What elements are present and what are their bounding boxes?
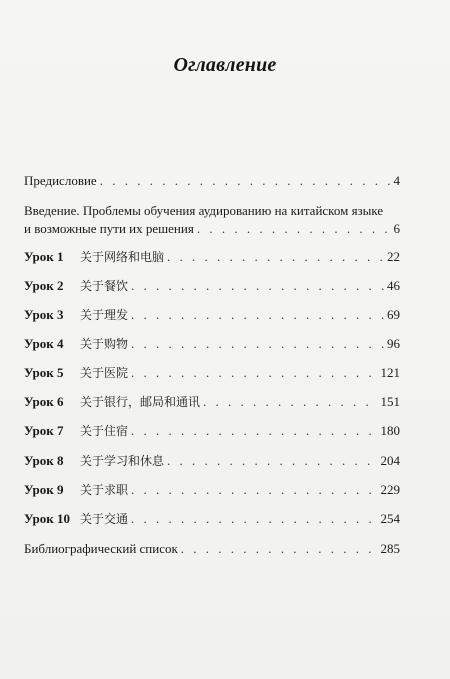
toc-page-number: 4 bbox=[393, 173, 400, 188]
dot-leader bbox=[131, 423, 377, 439]
toc-entry-label: 关于理发 bbox=[80, 308, 129, 322]
page-title: Оглавление bbox=[173, 54, 277, 76]
toc-page-number: 121 bbox=[380, 365, 400, 380]
toc-entry-lesson-10 bbox=[24, 511, 400, 527]
toc-entry-label: 关于网络和电脑 bbox=[80, 250, 165, 264]
toc-page-number: 6 bbox=[393, 221, 400, 236]
toc-page-number: 229 bbox=[380, 482, 400, 497]
toc-page-number: 254 bbox=[380, 511, 400, 526]
toc-entry-introduction-line1: Введение. Проблемы обучения аудированию на китайском языке bbox=[24, 203, 384, 218]
lesson-number: Урок 5 bbox=[24, 365, 64, 380]
toc-entry-lesson-7 bbox=[24, 423, 400, 439]
lesson-number: Урок 10 bbox=[24, 511, 70, 526]
toc-entry-lesson-6 bbox=[24, 394, 400, 410]
toc-entry-lesson-5 bbox=[24, 365, 400, 381]
lesson-number: Урок 7 bbox=[24, 423, 64, 438]
toc-entry-label: 关于求职 bbox=[80, 483, 129, 497]
toc-entry-introduction bbox=[24, 221, 400, 237]
table-of-contents bbox=[24, 0, 400, 679]
dot-leader bbox=[131, 278, 384, 294]
lesson-number: Урок 2 bbox=[24, 278, 64, 293]
lesson-number: Урок 9 bbox=[24, 482, 64, 497]
toc-page-number: 204 bbox=[380, 453, 400, 468]
lesson-number: Урок 1 bbox=[24, 249, 64, 264]
toc-entry-lesson-9 bbox=[24, 482, 400, 498]
toc-page-number: 285 bbox=[380, 541, 400, 556]
toc-page-number: 96 bbox=[387, 336, 400, 351]
toc-page-number: 69 bbox=[387, 307, 400, 322]
dot-leader bbox=[197, 221, 391, 237]
dot-leader bbox=[203, 394, 377, 410]
toc-entry-preface bbox=[24, 173, 400, 189]
lesson-number: Урок 8 bbox=[24, 453, 64, 468]
toc-entry-label: 关于餐饮 bbox=[80, 279, 129, 293]
toc-page-number: 22 bbox=[387, 249, 400, 264]
lesson-number: Урок 3 bbox=[24, 307, 64, 322]
toc-entry-label: и возможные пути их решения bbox=[24, 221, 194, 236]
dot-leader bbox=[131, 336, 384, 352]
lesson-number: Урок 4 bbox=[24, 336, 64, 351]
dot-leader bbox=[131, 482, 377, 498]
toc-entry-label: 关于购物 bbox=[80, 337, 129, 351]
toc-entry-lesson-1 bbox=[24, 249, 400, 265]
toc-entry-label: Библиографический список bbox=[24, 541, 178, 556]
toc-entry-label: 关于医院 bbox=[80, 366, 129, 380]
dot-leader bbox=[100, 173, 391, 189]
dot-leader bbox=[167, 249, 384, 265]
toc-entry-bibliography bbox=[24, 541, 400, 557]
toc-entry-lesson-8 bbox=[24, 453, 400, 469]
dot-leader bbox=[131, 307, 384, 323]
toc-entry-lesson-3 bbox=[24, 307, 400, 323]
toc-page-number: 151 bbox=[380, 394, 400, 409]
toc-entry-label: Предисловие bbox=[24, 173, 97, 188]
dot-leader bbox=[131, 511, 377, 527]
toc-entry-label: 关于住宿 bbox=[80, 424, 129, 438]
toc-entry-lesson-2 bbox=[24, 278, 400, 294]
dot-leader bbox=[167, 453, 377, 469]
toc-entry-label: 关于交通 bbox=[80, 512, 129, 526]
dot-leader bbox=[131, 365, 377, 381]
toc-entry-label: 关于银行，邮局和通讯 bbox=[80, 395, 201, 409]
toc-page-number: 180 bbox=[380, 423, 400, 438]
toc-entry-lesson-4 bbox=[24, 336, 400, 352]
toc-page-number: 46 bbox=[387, 278, 400, 293]
toc-entry-label: 关于学习和休息 bbox=[80, 454, 165, 468]
dot-leader bbox=[181, 541, 378, 557]
lesson-number: Урок 6 bbox=[24, 394, 64, 409]
